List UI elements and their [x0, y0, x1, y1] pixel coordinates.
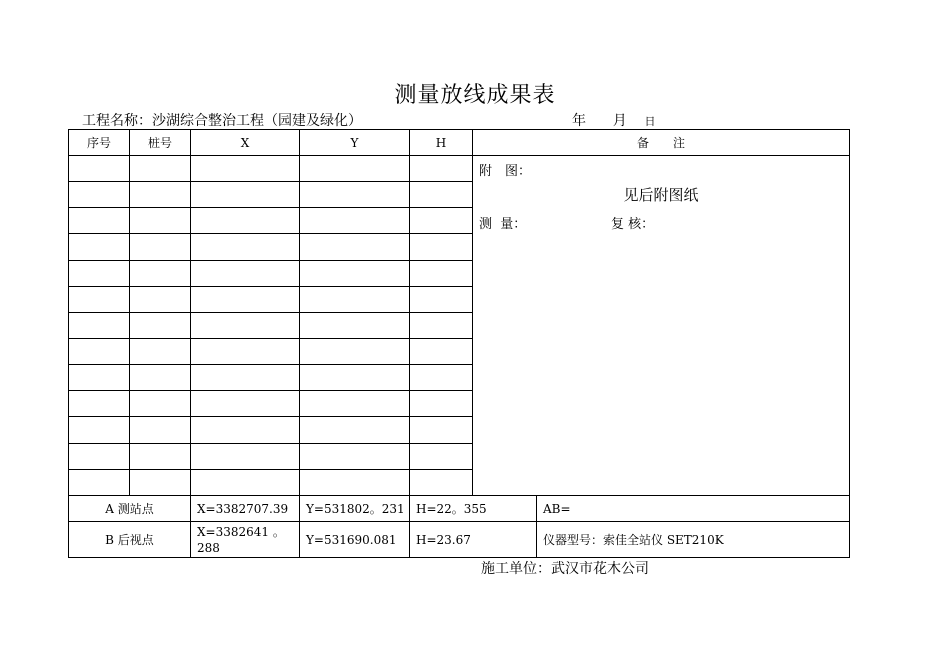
table-cell [69, 312, 130, 338]
remarks-cell [473, 156, 850, 496]
table-cell [410, 365, 473, 391]
table-cell [300, 417, 410, 443]
table-cell [69, 417, 130, 443]
header-x: X [191, 130, 300, 156]
table-cell [191, 156, 300, 182]
table-cell [410, 286, 473, 312]
table-cell [410, 234, 473, 260]
instrument-model: 仪器型号：索佳全站仪 SET210K [537, 522, 850, 558]
table-cell [410, 469, 473, 495]
table-cell [191, 469, 300, 495]
station-a-row [69, 496, 850, 522]
construction-company: 施工单位：武汉市花木公司 [481, 561, 649, 577]
table-cell [191, 312, 300, 338]
table-cell [410, 312, 473, 338]
table-cell [410, 417, 473, 443]
table-cell [69, 208, 130, 234]
table-cell [300, 286, 410, 312]
table-cell [69, 391, 130, 417]
table-cell [300, 182, 410, 208]
table-cell [300, 338, 410, 364]
table-cell [410, 260, 473, 286]
table-cell [300, 443, 410, 469]
table-cell [69, 182, 130, 208]
table-cell [410, 182, 473, 208]
station-a-h: H=22。355 [410, 496, 537, 522]
table-cell [300, 156, 410, 182]
table-cell [191, 338, 300, 364]
table-cell [130, 391, 191, 417]
table-cell [300, 260, 410, 286]
table-cell [191, 260, 300, 286]
table-cell [69, 156, 130, 182]
attachment-label: 附 图： [479, 164, 532, 179]
table-cell [191, 417, 300, 443]
table-cell [69, 286, 130, 312]
table-cell [69, 469, 130, 495]
table-cell [130, 443, 191, 469]
table-cell [300, 365, 410, 391]
table-cell [130, 312, 191, 338]
table-cell [130, 365, 191, 391]
table-cell [191, 286, 300, 312]
header-y: Y [300, 130, 410, 156]
station-b-row [69, 522, 850, 558]
measure-label: 测 量： [479, 217, 527, 232]
table-cell [191, 182, 300, 208]
table-cell [191, 391, 300, 417]
table-cell [300, 391, 410, 417]
table-cell [130, 260, 191, 286]
table-cell [410, 443, 473, 469]
table-cell [69, 234, 130, 260]
table-cell [69, 260, 130, 286]
station-b-h: H=23.67 [410, 522, 537, 558]
station-b-label: B 后视点 [69, 522, 191, 558]
review-label: 复 核： [611, 217, 655, 232]
station-b-x: X=3382641 。 288 [191, 522, 300, 558]
table-cell [191, 443, 300, 469]
survey-table [68, 129, 850, 558]
table-cell [130, 182, 191, 208]
header-h: H [410, 130, 473, 156]
project-name: 工程名称：沙湖综合整治工程（园建及绿化） [82, 113, 362, 129]
table-cell [130, 208, 191, 234]
date-line [572, 110, 656, 130]
page-title: 测量放线成果表 [394, 83, 556, 108]
table-cell [130, 286, 191, 312]
station-a-label: A 测站点 [69, 496, 191, 522]
header-stake: 桩号 [130, 130, 191, 156]
table-cell [130, 156, 191, 182]
header-index: 序号 [69, 130, 130, 156]
table-cell [410, 156, 473, 182]
table-cell [410, 338, 473, 364]
table-cell [69, 338, 130, 364]
station-b-y: Y=531690.081 [300, 522, 410, 558]
date-month: 月 [612, 113, 627, 129]
attachment-value: 见后附图纸 [623, 186, 699, 204]
date-day: 日 [644, 115, 656, 128]
station-a-x: X=3382707.39 [191, 496, 300, 522]
table-cell [410, 391, 473, 417]
table-cell [300, 469, 410, 495]
table-cell [69, 365, 130, 391]
table-row [69, 156, 850, 182]
header-row [69, 130, 850, 156]
table-cell [410, 208, 473, 234]
table-cell [300, 234, 410, 260]
table-cell [300, 208, 410, 234]
table-cell [69, 443, 130, 469]
station-a-y: Y=531802。231 [300, 496, 410, 522]
table-cell [191, 208, 300, 234]
date-year: 年 [572, 113, 586, 129]
table-cell [130, 234, 191, 260]
table-cell [300, 312, 410, 338]
table-cell [191, 365, 300, 391]
table-cell [130, 338, 191, 364]
table-cell [191, 234, 300, 260]
table-cell [130, 417, 191, 443]
header-remarks: 备 注 [473, 130, 850, 156]
table-cell [130, 469, 191, 495]
station-a-ab: AB= [537, 496, 850, 522]
